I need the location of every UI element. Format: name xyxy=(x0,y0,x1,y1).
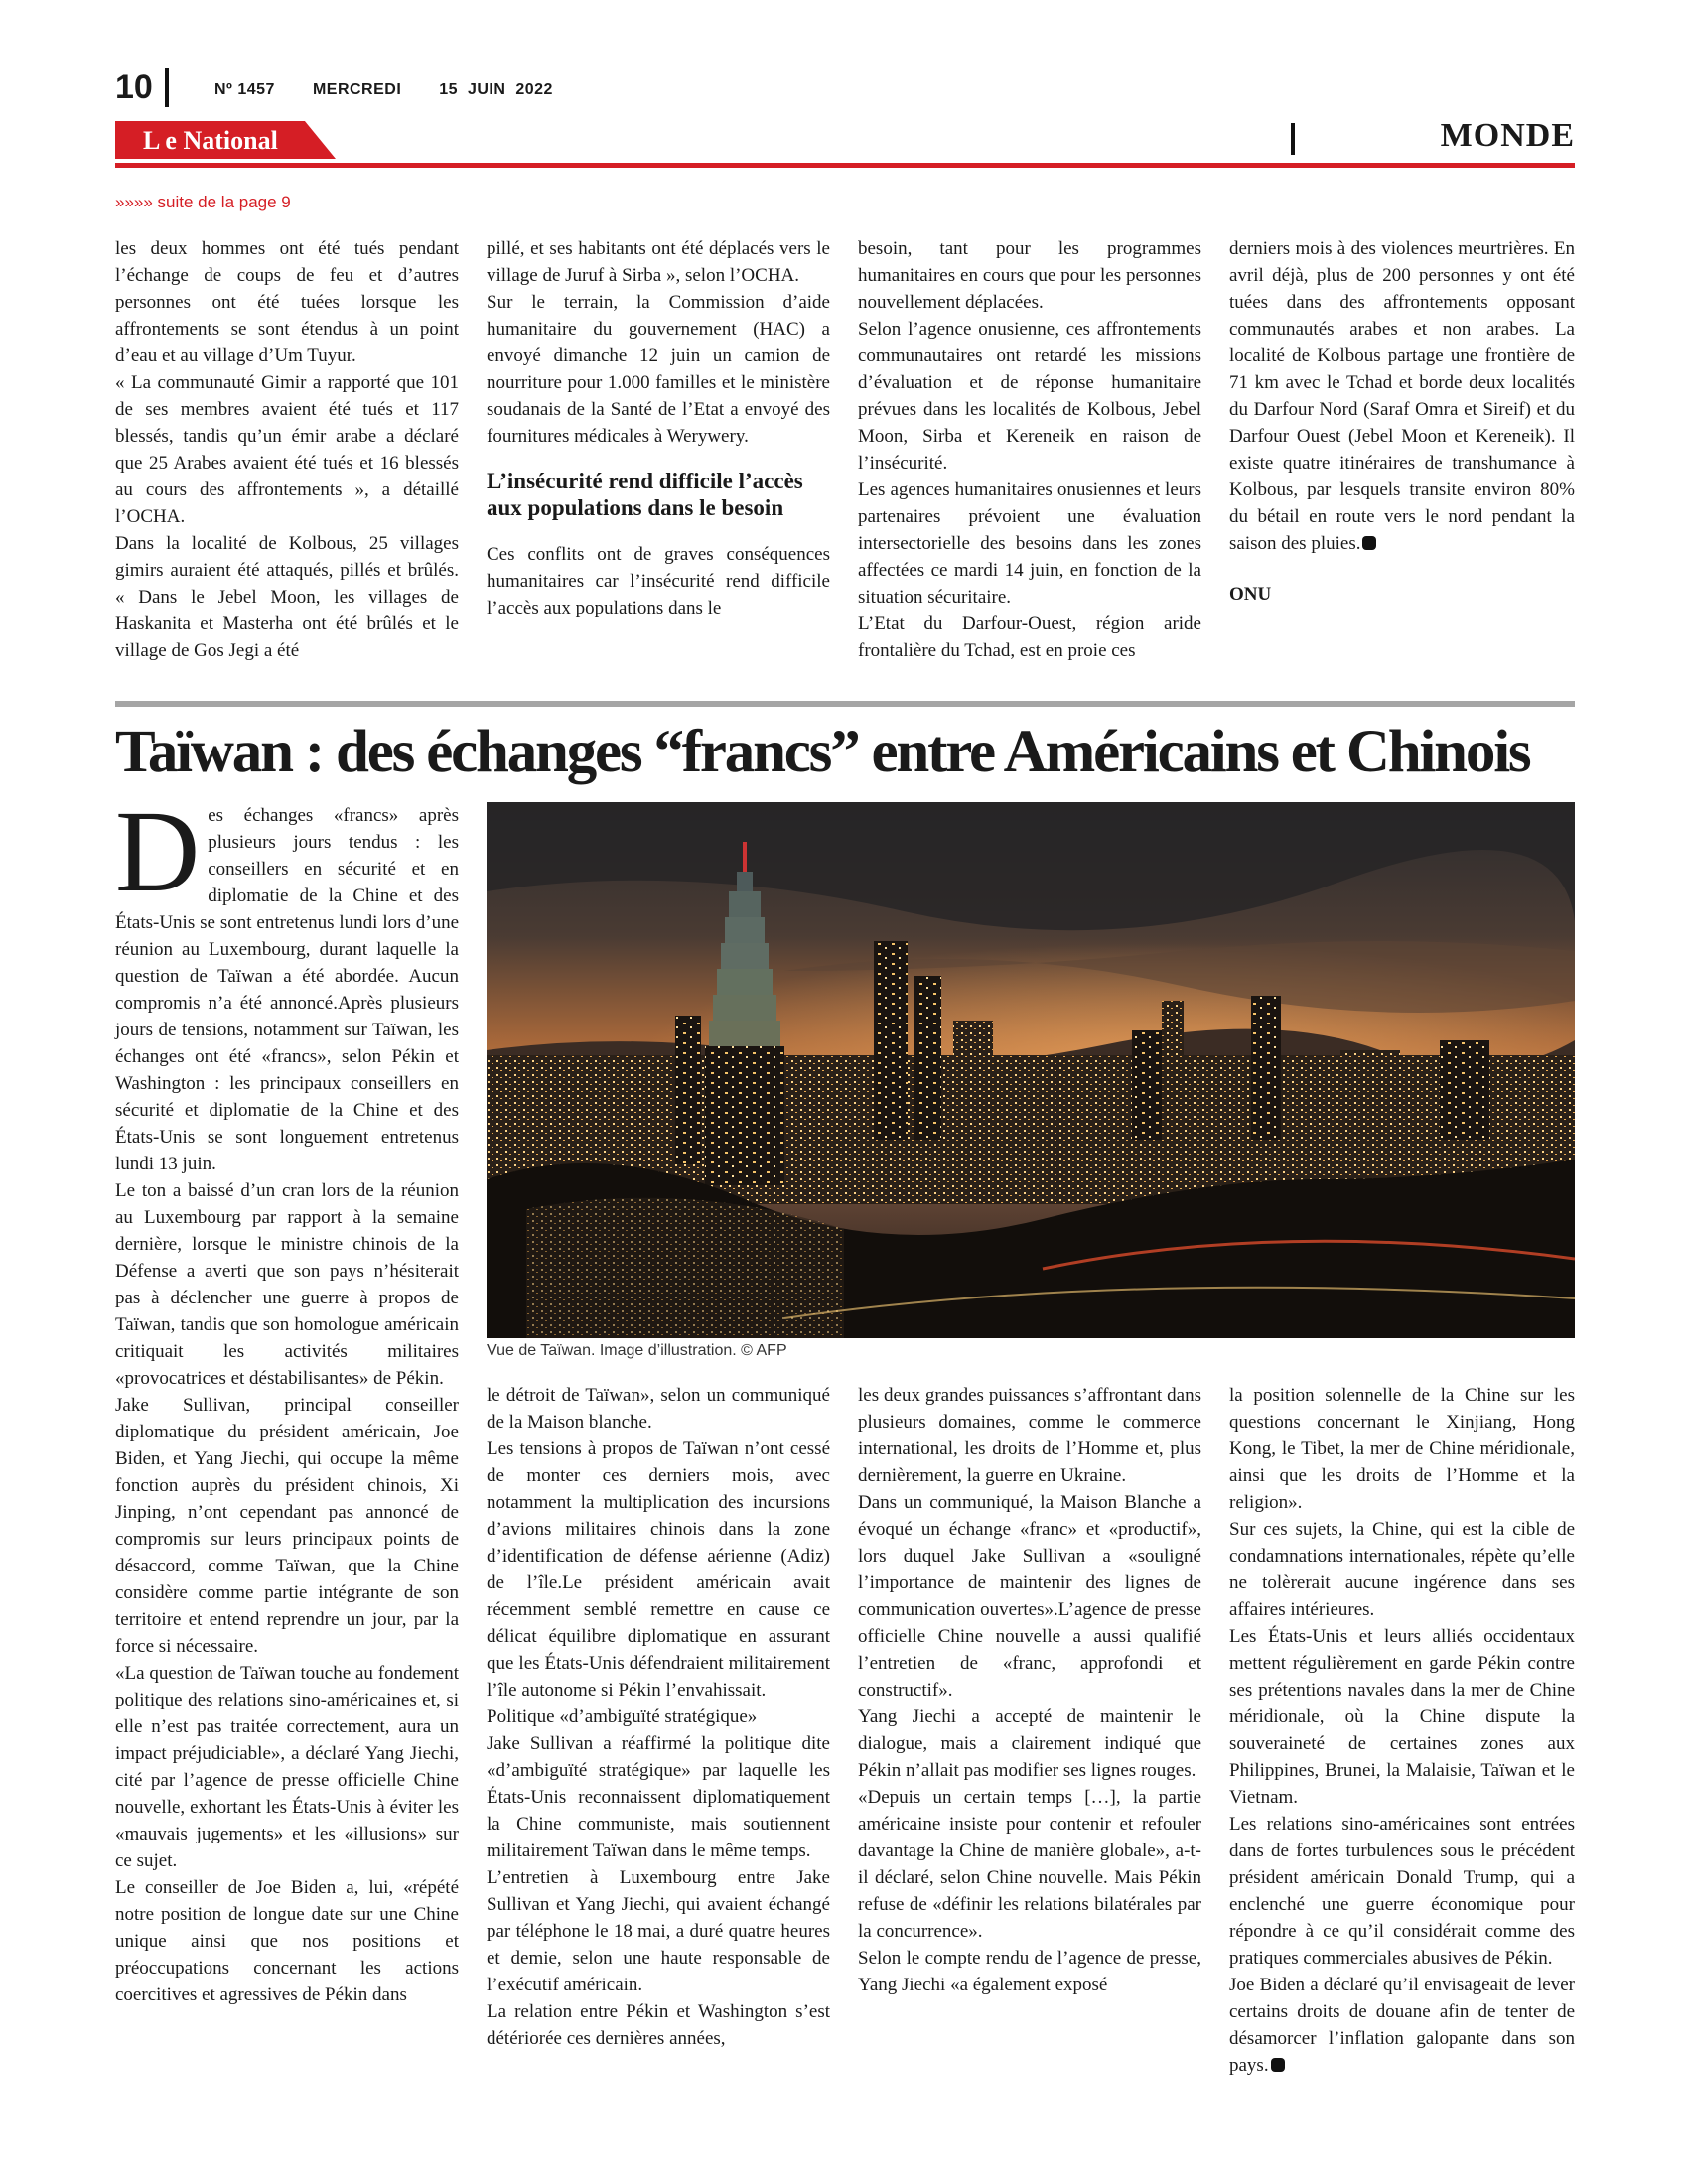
section-divider xyxy=(1291,123,1295,155)
paragraph: Ces conflits ont de graves conséquences humanitaires car l’insécurité rend difficile l’accès aux populations dans le xyxy=(487,544,830,618)
section-title: MONDE xyxy=(1440,117,1575,154)
paragraph-text: derniers mois à des violences meurtrières. En avril déjà, plus de 200 personnes y ont été tuées dans des affrontements opposant communautés arabes et non arabes. La localité de Kolbous partage une frontière de 71 km avec le Tchad et borde deux localités du Darfour Nord (Saraf Omra et Sireif) et du Darfour Ouest (Jebel Moon et Kereneik). Il existe quatre itinéraires de transhumance à Kolbous, par lesquels transite environ 80% du bétail en route vers le nord pendant la saison des pluies. xyxy=(1229,238,1575,554)
continued-from-label: »»»» suite de la page 9 xyxy=(115,193,291,211)
issue-line xyxy=(214,81,591,99)
paragraph: Le ton a baissé d’un cran lors de la réunion au Luxembourg par rapport à la semaine dernière, lorsque le ministre chinois de la Défense a averti que son pays n’hésiterait pas à déclencher une guerre à propos de Taïwan, tandis que son homologue américain critiquait les activités militaires «provocatrices et déstabilisantes» de Pékin. xyxy=(115,1180,459,1389)
page-number: 10 xyxy=(115,68,153,106)
paragraph: «La question de Taïwan touche au fondement politique des relations sino-américaines et, si elle n’est pas traitée correctement, aura un impact préjudiciable», a déclaré Yang Jiechi, cité par l’agence de presse officielle Chine nouvelle, exhortant les États-Unis à éviter les «mauvais jugements» et les «illusions» sur ce sujet. xyxy=(115,1663,459,1871)
article1-column-2 xyxy=(487,235,830,621)
end-of-article-icon xyxy=(1271,2058,1285,2072)
article-separator xyxy=(115,701,1575,707)
paragraph: «Depuis un certain temps […], la partie américaine insiste pour contenir et refouler davantage la Chine de manière globale», a-t-il déclaré, selon Chine nouvelle. Mais Pékin refuse de «définir les relations bilatérales par la concurrence». xyxy=(858,1787,1201,1942)
paragraph: pillé, et ses habitants ont été déplacés vers le village de Juruf à Sirba », selon l’OCHA. xyxy=(487,238,830,286)
masthead-logo: L e National xyxy=(143,126,278,155)
inline-subheading: Politique «d’ambiguïté stratégique» xyxy=(487,1706,758,1727)
paragraph: Dans un communiqué, la Maison Blanche a évoqué un échange «franc» et «productif», lors duquel Jake Sullivan a «souligné l’importance de maintenir des lignes de communication ouvertes».L’agence de presse officielle Chine nouvelle a aussi qualifié l’entretien de «franc, approfondi et constructif». xyxy=(858,1492,1201,1701)
paragraph xyxy=(1229,235,1575,557)
drop-cap: D xyxy=(115,786,201,916)
paragraph: La relation entre Pékin et Washington s’est détériorée ces dernières années, xyxy=(487,2001,830,2049)
article2-column-1 xyxy=(115,786,459,2008)
paragraph: Selon l’agence onusienne, ces affrontements communautaires ont retardé les missions d’évaluation et de réponse humanitaire prévues dans les localités de Kolbous, Jebel Moon, Sirba et Kereneik en raison de l’insécurité. xyxy=(858,319,1201,474)
header-rule xyxy=(115,163,1575,168)
paragraph: les deux grandes puissances s’affrontant dans plusieurs domaines, comme le commerce international, les droits de l’Homme et, plus dernièrement, la guerre en Ukraine. xyxy=(858,1385,1201,1486)
paragraph: la position solennelle de la Chine sur les questions concernant le Xinjiang, Hong Kong, le Tibet, la mer de Chine méridionale, ainsi que les droits de l’Homme et la religion». xyxy=(1229,1385,1575,1513)
taipei-skyline-photo xyxy=(487,802,1575,1338)
issue-number: Nº 1457 xyxy=(214,81,275,98)
paragraph: Selon le compte rendu de l’agence de presse, Yang Jiechi «a également exposé xyxy=(858,1948,1201,1995)
article1-column-3 xyxy=(858,235,1201,664)
lead-paragraph xyxy=(115,786,459,1177)
paragraph: Jake Sullivan, principal conseiller diplomatique du président américain, Joe Biden, et Yang Jiechi, qui occupe la même fonction auprès du président chinois, Xi Jinping, n’ont cependant pas annoncé de compromis sur leurs principaux points de désaccord, comme Taïwan, que la Chine considère comme partie intégrante de son territoire et entend reprendre un jour, par la force si nécessaire. xyxy=(115,1395,459,1657)
paragraph: L’Etat du Darfour-Ouest, région aride frontalière du Tchad, est en proie ces xyxy=(858,614,1201,661)
page-number-divider xyxy=(165,68,169,107)
lead-text: es échanges «francs» après plusieurs jours tendus : les conseillers en sécurité et en diplomatie de la Chine et des États-Unis se sont entretenus lundi lors d’une réunion au Luxembourg, durant laquelle la question de Taïwan a été abordée. Aucun compromis n’a été annoncé.Après plusieurs jours de tensions, notamment sur Taïwan, les échanges ont été «francs», selon Pékin et Washington : les principaux conseillers en sécurité et diplomatie de la Chine et des États-Unis se sont longuement entretenus lundi 13 juin. xyxy=(115,805,459,1174)
paragraph: le détroit de Taïwan», selon un communiqué de la Maison blanche. xyxy=(487,1385,830,1433)
paragraph xyxy=(1229,1972,1575,2079)
paragraph: « La communauté Gimir a rapporté que 101 de ses membres avaient été tués et 117 blessés, tandis qu’un émir arabe a déclaré que 25 Arabes avaient été tués et 16 blessés au cours des affrontements », a détaillé l’OCHA. xyxy=(115,372,459,527)
paragraph: les deux hommes ont été tués pendant l’échange de coups de feu et d’autres personnes ont été tuées lorsque les affrontements se sont étendus à un point d’eau et au village d’Um Tuyur. xyxy=(115,238,459,366)
paragraph: besoin, tant pour les programmes humanitaires en cours que pour les personnes nouvellement déplacées. xyxy=(858,238,1201,313)
article1-subheading: L’insécurité rend difficile l’accès aux populations dans le besoin xyxy=(487,469,803,520)
article2-column-3 xyxy=(858,1382,1201,1998)
paragraph: Les États-Unis et leurs alliés occidentaux mettent régulièrement en garde Pékin contre ses prétentions navales dans la mer de Chine méridionale, où la Chine dispute la souveraineté de certaines zones aux Philippines, Brunei, la Malaisie, Taïwan et le Vietnam. xyxy=(1229,1626,1575,1808)
paragraph: Sur ces sujets, la Chine, qui est la cible de condamnations internationales, répète qu’elle ne tolèrerait aucune ingérence dans ses affaires intérieures. xyxy=(1229,1519,1575,1620)
article1-column-1 xyxy=(115,235,459,664)
paragraph-text: Joe Biden a déclaré qu’il envisageait de lever certains droits de douane afin de tenter de désamorcer l’inflation galopante dans son pays. xyxy=(1229,1975,1575,2076)
paragraph: Les agences humanitaires onusiennes et leurs partenaires prévoient une évaluation intersectorielle des besoins dans les zones affectées ce mardi 14 juin, en fonction de la situation sécuritaire. xyxy=(858,479,1201,608)
end-of-article-icon xyxy=(1362,536,1376,550)
article1-signature: ONU xyxy=(1229,584,1272,605)
issue-date: 15 JUIN 2022 xyxy=(439,81,553,98)
article1-column-4 xyxy=(1229,235,1575,608)
paragraph: Dans la localité de Kolbous, 25 villages gimirs auraient été attaqués, pillés et brûlés. « Dans le Jebel Moon, les villages de Haskanita et Masterha ont été brûlés et le village de Gos Jegi a été xyxy=(115,533,459,661)
paragraph: Le conseiller de Joe Biden a, lui, «répété notre position de longue date sur une Chine unique ainsi que nos positions et préoccupations concernant les actions coercitives et agressives de Pékin dans xyxy=(115,1877,459,2005)
article2-headline: Taïwan : des échanges “francs” entre Américains et Chinois xyxy=(115,719,1530,785)
issue-weekday: MERCREDI xyxy=(312,81,402,98)
paragraph: Sur le terrain, la Commission d’aide humanitaire du gouvernement (HAC) a envoyé dimanche 12 juin un camion de nourriture pour 1.000 familles et le ministère soudanais de la Santé de l’Etat a envoyé des fournitures médicales à Werywery. xyxy=(487,292,830,447)
photo-caption: Vue de Taïwan. Image d’illustration. © AFP xyxy=(487,1342,787,1359)
paragraph: Yang Jiechi a accepté de maintenir le dialogue, mais a clairement indiqué que Pékin n’allait pas modifier ses lignes rouges. xyxy=(858,1706,1201,1781)
paragraph: Les tensions à propos de Taïwan n’ont cessé de monter ces derniers mois, avec notamment la multiplication des incursions d’avions militaires chinois dans la zone d’identification de défense aérienne (Adiz) de l’île.Le président américain avait récemment semblé remettre en cause ce délicat équilibre diplomatique en assurant que les États-Unis défendraient militairement l’île autonome si Pékin l’envahissait. xyxy=(487,1438,830,1701)
paragraph: Jake Sullivan a réaffirmé la politique dite «d’ambiguïté stratégique» par laquelle les États-Unis reconnaissent diplomatiquement la Chine communiste, mais soutiennent militairement Taïwan dans le même temps. xyxy=(487,1733,830,1861)
article2-column-4 xyxy=(1229,1382,1575,2079)
paragraph: L’entretien à Luxembourg entre Jake Sullivan et Yang Jiechi, qui avaient échangé par téléphone le 18 mai, a duré quatre heures et demie, selon une haute responsable de l’exécutif américain. xyxy=(487,1867,830,1995)
paragraph: Les relations sino-américaines sont entrées dans de fortes turbulences sous le précédent président américain Donald Trump, qui a enclenché une guerre économique pour répondre à ce qu’il considérait comme des pratiques commerciales abusives de Pékin. xyxy=(1229,1814,1575,1969)
article2-column-2 xyxy=(487,1382,830,2052)
